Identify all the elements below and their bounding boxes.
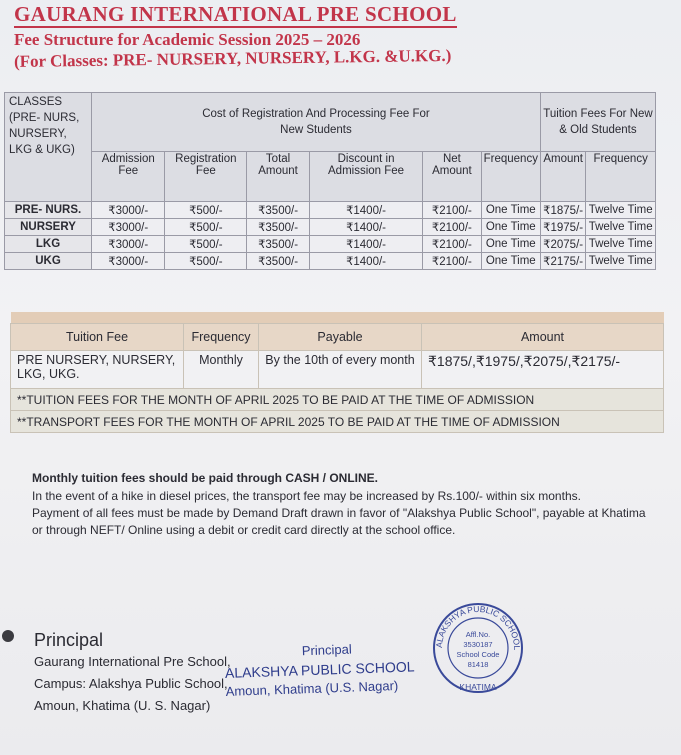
cell-tuition-amount: ₹2175/-	[540, 253, 585, 270]
seal-bottom-text: KHATIMA	[459, 682, 497, 692]
cell-tuition-amount: ₹2075/-	[540, 236, 585, 253]
cell-amount: ₹1875/,₹1975/,₹2075/,₹2175/-	[422, 351, 664, 389]
cell-discount: ₹1400/-	[309, 236, 422, 253]
cell-registration: ₹500/-	[165, 202, 247, 219]
seal-icon	[430, 600, 526, 696]
row-class: PRE- NURS.	[5, 202, 92, 219]
cell-discount: ₹1400/-	[309, 253, 422, 270]
seal-ring-text: ALAKSHYA PUBLIC SCHOOL	[433, 603, 523, 651]
col-tuition-amount: Amount	[540, 152, 585, 202]
table-top-strip	[11, 312, 664, 324]
school-address-1: Gaurang International Pre School,	[34, 654, 231, 669]
signature-block-right	[224, 637, 431, 702]
cell-frequency: One Time	[481, 236, 540, 253]
cell-frequency: One Time	[481, 202, 540, 219]
cell-tuition-amount: ₹1975/-	[540, 219, 585, 236]
cell-tuition-frequency: Twelve Time	[586, 253, 656, 270]
cell-payable: By the 10th of every month	[259, 351, 422, 389]
cell-frequency: One Time	[481, 219, 540, 236]
col-net-amount: Net Amount	[423, 152, 481, 202]
cell-registration: ₹500/-	[165, 253, 247, 270]
classes-line: (For Classes: PRE- NURSERY, NURSERY, L.KG. &U.KG.)	[13, 45, 452, 71]
col-registration-fee: Registration Fee	[165, 152, 247, 202]
cell-admission: ₹3000/-	[92, 219, 165, 236]
cell-registration: ₹500/-	[165, 236, 247, 253]
cell-net: ₹2100/-	[423, 253, 481, 270]
table-row	[5, 219, 656, 236]
instruction-bold: Monthly tuition fees should be paid through CASH / ONLINE.	[32, 471, 378, 485]
seal-affl-label: Affl.No.	[465, 630, 491, 639]
col-tuition-frequency: Frequency	[586, 152, 656, 202]
table-row	[5, 253, 656, 270]
note-transport-april: **TRANSPORT FEES FOR THE MONTH OF APRIL 2025 TO BE PAID AT THE TIME OF ADMISSION	[11, 411, 664, 433]
payment-instructions	[32, 470, 652, 539]
cell-total: ₹3500/-	[247, 219, 310, 236]
registration-group-header-text: Cost of Registration And Processing Fee For New Students	[202, 108, 430, 136]
registration-group-header	[92, 93, 541, 152]
cell-frequency: Monthly	[184, 351, 259, 389]
table-row	[5, 202, 656, 219]
header-tuition-fee: Tuition Fee	[11, 324, 184, 351]
table-row	[11, 351, 664, 389]
cell-total: ₹3500/-	[247, 202, 310, 219]
seal-code-label: School Code	[456, 650, 500, 659]
cell-frequency: One Time	[481, 253, 540, 270]
cell-tuition-frequency: Twelve Time	[586, 219, 656, 236]
classes-header-text: CLASSES (PRE- NURS, NURSERY, LKG & UKG)	[9, 96, 80, 156]
cell-discount: ₹1400/-	[309, 202, 422, 219]
cell-total: ₹3500/-	[247, 236, 310, 253]
registration-fee-table	[4, 92, 656, 270]
cell-net: ₹2100/-	[423, 236, 481, 253]
cell-tuition-frequency: Twelve Time	[586, 236, 656, 253]
cell-tuition-frequency: Twelve Time	[586, 202, 656, 219]
principal-title-right: Principal	[301, 641, 352, 659]
classes-header	[5, 93, 92, 202]
tuition-group-header	[540, 93, 655, 152]
note-tuition-april: **TUITION FEES FOR THE MONTH OF APRIL 2025 TO BE PAID AT THE TIME OF ADMISSION	[11, 389, 664, 411]
school-name-heading: GAURANG INTERNATIONAL PRE SCHOOL	[14, 2, 457, 26]
school-location-stamp: Amoun, Khatima (U.S. Nagar)	[225, 677, 399, 699]
school-address-3: Amoun, Khatima (U. S. Nagar)	[34, 698, 211, 713]
instruction-transport: In the event of a hike in diesel prices, the transport fee may be increased by Rs.100/- within six months.	[32, 489, 581, 503]
seal-affl-number: 3530187	[463, 640, 493, 649]
header-amount: Amount	[422, 324, 664, 351]
col-frequency: Frequency	[481, 152, 540, 202]
cell-classes: PRE NURSERY, NURSERY, LKG, UKG.	[11, 351, 184, 389]
school-name-stamp: ALAKSHYA PUBLIC SCHOOL	[224, 658, 415, 681]
cell-admission: ₹3000/-	[92, 253, 165, 270]
instruction-payment: Payment of all fees must be made by Demand Draft drawn in favor of "Alakshya Public School", payable at Khatima or through NEFT/ Online using a debit or credit card directly at the school office.	[32, 506, 646, 537]
cell-net: ₹2100/-	[423, 202, 481, 219]
cell-admission: ₹3000/-	[92, 202, 165, 219]
row-class: NURSERY	[5, 219, 92, 236]
col-discount: Discount in Admission Fee	[309, 152, 422, 202]
cell-admission: ₹3000/-	[92, 236, 165, 253]
tuition-fee-table	[10, 312, 664, 433]
row-class: LKG	[5, 236, 92, 253]
cell-total: ₹3500/-	[247, 253, 310, 270]
row-class: UKG	[5, 253, 92, 270]
bullet-mark-icon	[2, 630, 14, 642]
school-seal	[430, 600, 526, 696]
header-frequency: Frequency	[184, 324, 259, 351]
col-total-amount: Total Amount	[247, 152, 310, 202]
seal-code-number: 81418	[467, 660, 489, 669]
cell-tuition-amount: ₹1875/-	[540, 202, 585, 219]
school-address-2: Campus: Alakshya Public School,	[34, 676, 228, 691]
col-admission-fee: Admission Fee	[92, 152, 165, 202]
table-row	[5, 236, 656, 253]
cell-registration: ₹500/-	[165, 219, 247, 236]
cell-net: ₹2100/-	[423, 219, 481, 236]
header-payable: Payable	[259, 324, 422, 351]
principal-title-left: Principal	[34, 630, 104, 650]
fee-structure-title: Fee Structure for Academic Session 2025 – 2026	[14, 30, 361, 49]
tuition-group-header-text: Tuition Fees For New & Old Students	[543, 108, 653, 136]
cell-discount: ₹1400/-	[309, 219, 422, 236]
